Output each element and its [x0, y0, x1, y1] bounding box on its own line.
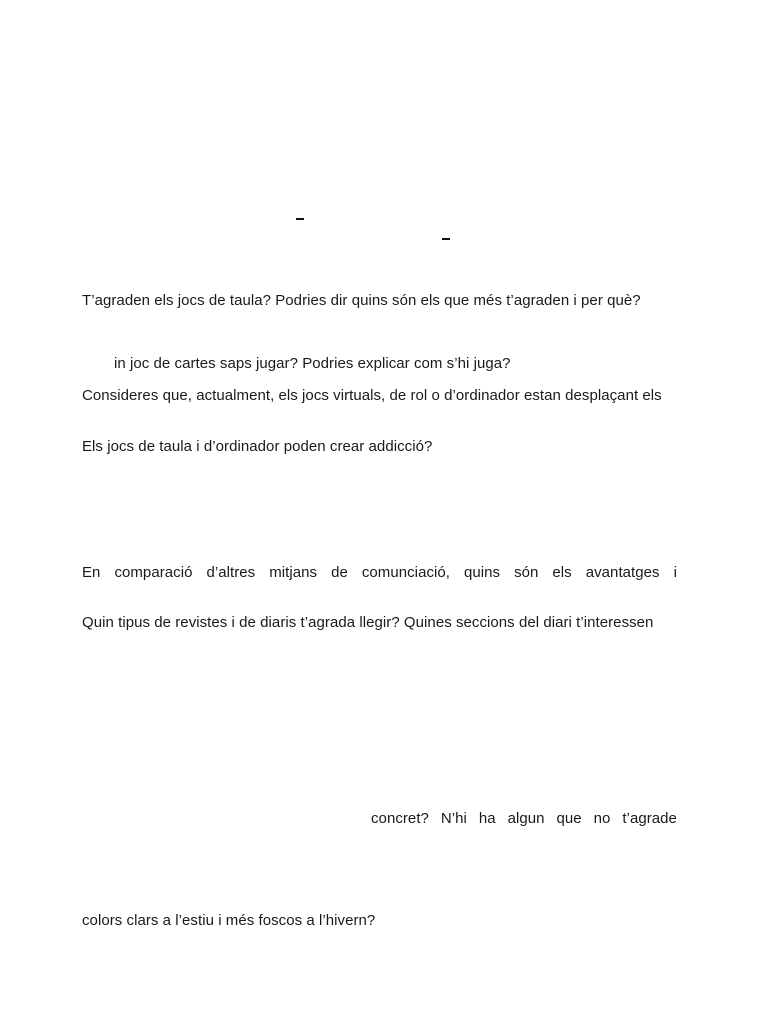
word: En	[82, 564, 101, 581]
word: d’altres	[206, 564, 256, 581]
word: quins	[463, 564, 501, 581]
dash-mark-2	[442, 238, 450, 240]
word: N’hi	[440, 810, 467, 827]
question-card-games: in joc de cartes saps jugar? Podries explicar com s’hi juga?	[114, 355, 511, 372]
word: els	[552, 564, 572, 581]
word: ha	[478, 810, 496, 827]
question-addiction: Els jocs de taula i d’ordinador poden crear addicció?	[82, 438, 433, 455]
question-concrete	[371, 810, 677, 828]
word: mitjans	[269, 564, 318, 581]
word: comunciació,	[361, 564, 450, 581]
question-colors: colors clars a l’estiu i més foscos a l’hivern?	[82, 912, 376, 929]
word: són	[514, 564, 539, 581]
word: concret?	[371, 810, 429, 827]
question-board-games: T’agraden els jocs de taula? Podries dir quins són els que més t’agraden i per què?	[82, 292, 641, 309]
dash-mark-1	[296, 218, 304, 220]
word: i	[673, 564, 677, 581]
question-virtual-games: Consideres que, actualment, els jocs virtuals, de rol o d’ordinador estan desplaçant els	[82, 387, 662, 404]
word: algun	[507, 810, 545, 827]
question-media-advantages	[82, 564, 677, 582]
word: avantatges	[585, 564, 660, 581]
word: no	[593, 810, 611, 827]
word: de	[331, 564, 348, 581]
question-magazines: Quin tipus de revistes i de diaris t’agrada llegir? Quines seccions del diari t’interessen	[82, 614, 654, 631]
word: comparació	[114, 564, 193, 581]
word: que	[556, 810, 582, 827]
word: t’agrade	[622, 810, 677, 827]
